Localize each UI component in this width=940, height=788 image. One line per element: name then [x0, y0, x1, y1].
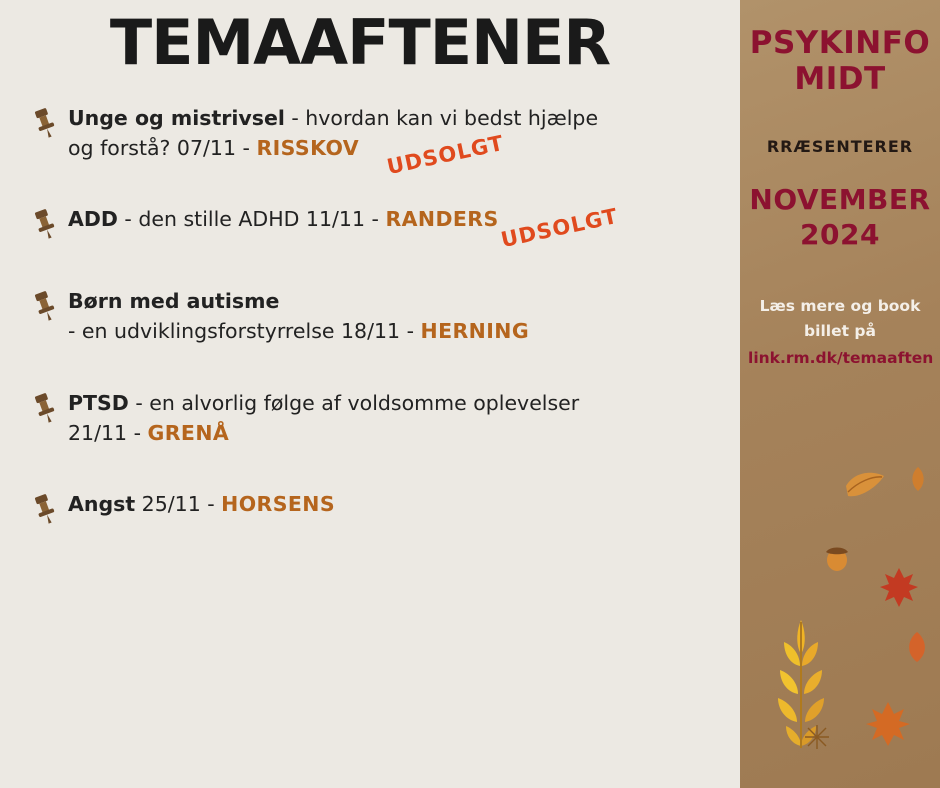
list-item — [28, 490, 740, 530]
event-desc-2: 21/11 - — [68, 420, 148, 445]
page-title: TEMAAFTENER — [109, 6, 611, 79]
leaf-icon — [842, 468, 888, 506]
event-desc: - den stille ADHD 11/11 - — [117, 207, 386, 232]
event-text — [68, 389, 579, 448]
list-item — [28, 389, 740, 448]
event-desc: 25/11 - — [135, 492, 222, 517]
event-text — [68, 204, 621, 253]
pushpin-icon — [28, 106, 68, 140]
acorn-icon — [822, 540, 852, 576]
event-city: RANDERS — [385, 207, 499, 232]
event-title: Unge og mistrivsel — [68, 106, 285, 130]
event-desc-2: - en udviklingsforstyrrelse 18/11 - — [68, 319, 421, 344]
event-city: HERNING — [420, 319, 530, 344]
booking-info — [748, 294, 932, 370]
poster-sidebar — [740, 0, 940, 788]
list-item — [28, 104, 740, 180]
event-desc: - hvordan kan vi bedst hjælpe — [284, 106, 599, 130]
list-item — [28, 204, 740, 253]
pushpin-icon — [28, 492, 68, 526]
seed-icon — [804, 724, 830, 754]
brand-line-2: MIDT — [794, 60, 886, 97]
event-title: ADD — [68, 207, 118, 232]
event-list — [0, 104, 740, 530]
status-badge: UDSOLGT — [498, 204, 621, 253]
pushpin-icon — [28, 391, 68, 425]
brand-line-1: PSYKINFO — [749, 25, 931, 61]
event-city: GRENÅ — [147, 420, 230, 445]
booking-link[interactable]: link.rm.dk/temaaften — [748, 348, 934, 367]
brand-name — [748, 26, 932, 97]
status-badge: UDSOLGT — [384, 130, 507, 180]
event-desc: - en alvorlig følge af voldsomme oplevelser — [128, 390, 580, 415]
event-city: HORSENS — [221, 492, 336, 517]
event-title: Børn med autisme — [68, 289, 280, 314]
booking-line-1: Læs mere og book — [759, 297, 921, 316]
month-label: NOVEMBER — [749, 183, 931, 217]
presents-label: RRÆSENTERER — [766, 137, 914, 157]
maple-leaf-icon — [878, 566, 920, 612]
event-desc-2: og forstå? 07/11 - — [68, 135, 257, 160]
event-text — [68, 490, 335, 520]
event-city: RISSKOV — [256, 135, 359, 160]
booking-line-2: billet på — [804, 322, 876, 341]
event-title: PTSD — [68, 390, 129, 415]
small-leaf-icon — [900, 630, 934, 668]
event-text — [68, 287, 529, 346]
leaf-icon — [908, 466, 928, 496]
pushpin-icon — [28, 289, 68, 323]
list-item — [28, 287, 740, 346]
compound-leaf-icon — [758, 612, 844, 756]
year-label: 2024 — [800, 218, 880, 252]
maple-leaf-icon — [864, 700, 912, 752]
event-text — [68, 104, 599, 180]
event-title: Angst — [68, 492, 136, 517]
pushpin-icon — [28, 207, 68, 241]
